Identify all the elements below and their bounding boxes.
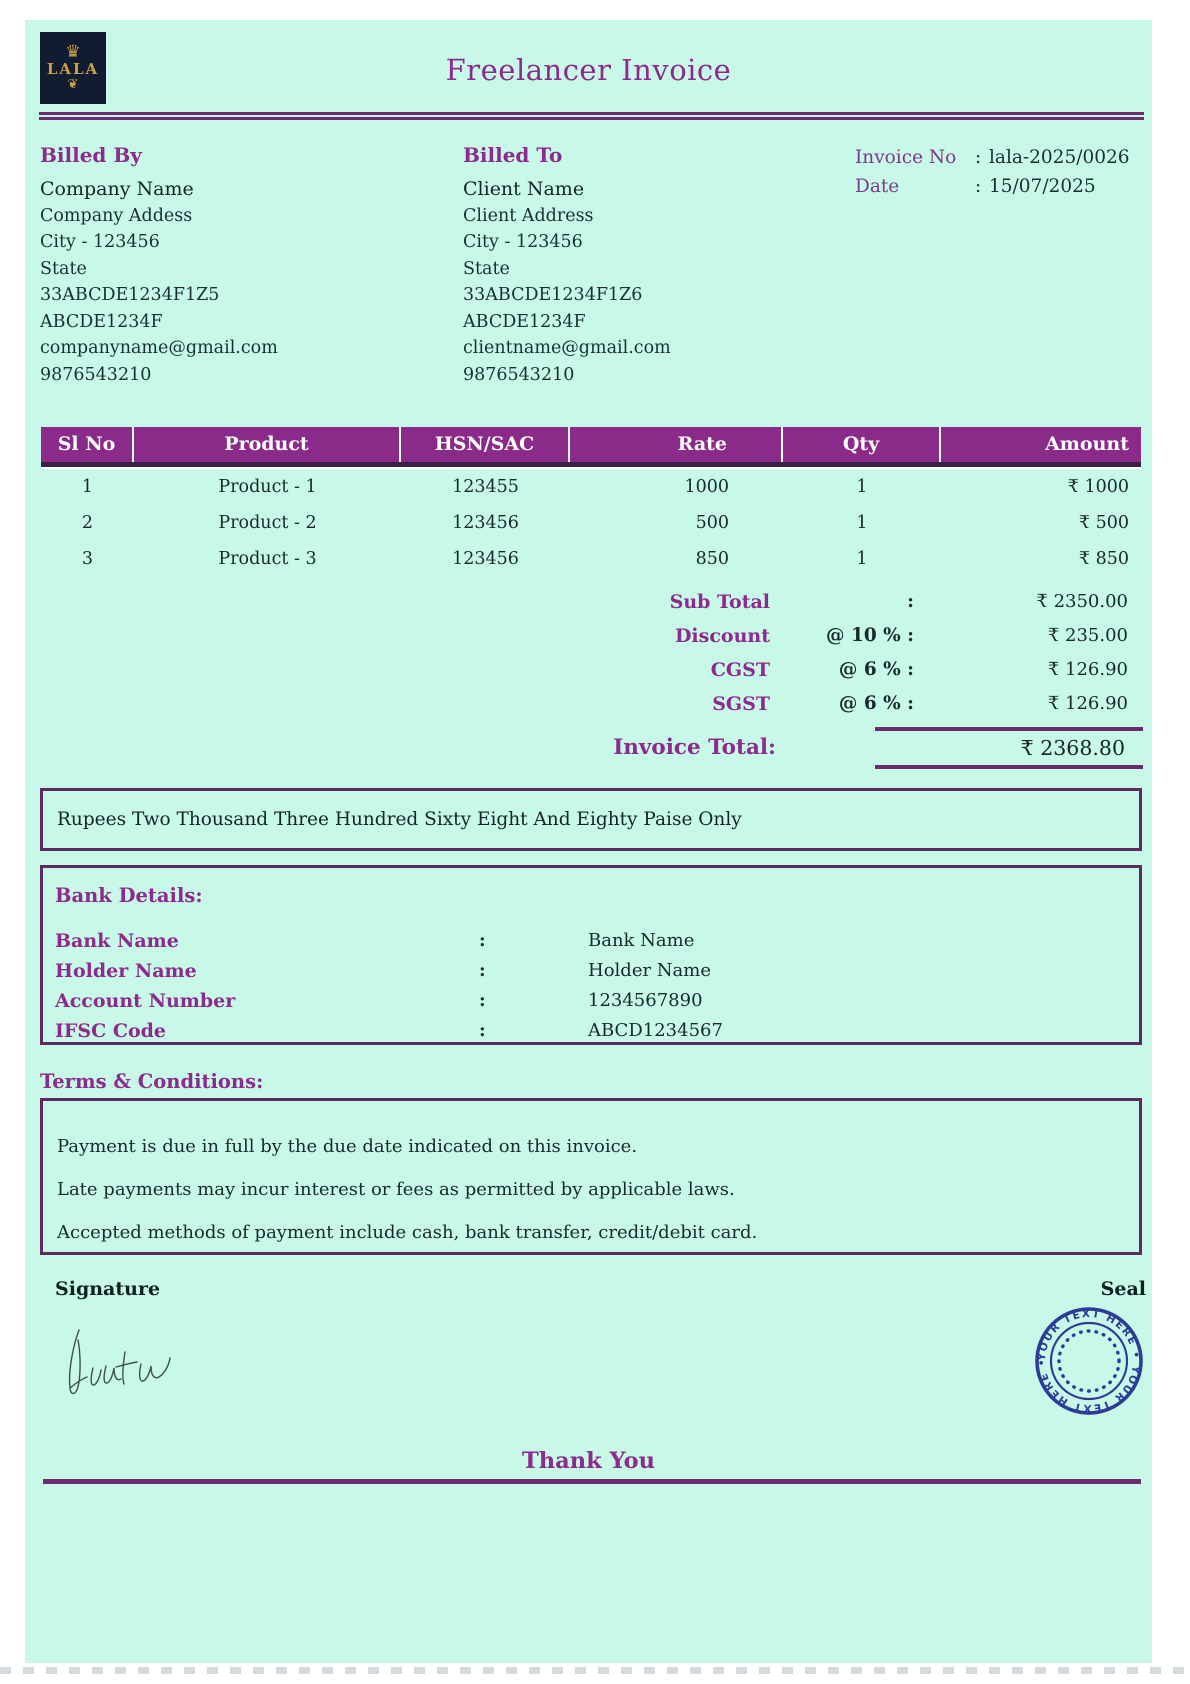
discount-rate: @ 10 % : [826, 625, 914, 646]
invoice-number-row [855, 143, 1146, 172]
cell-slno: 2 [81, 513, 94, 533]
date-value: 15/07/2025 [989, 176, 1096, 197]
page-cut-marks [0, 1667, 1190, 1674]
billed-by-gstin: 33ABCDE1234F1Z5 [40, 285, 220, 305]
totals-section [40, 585, 1142, 721]
billed-to-gstin: 33ABCDE1234F1Z6 [463, 285, 643, 305]
billed-to-client-name: Client Name [463, 178, 585, 200]
invoice-date-row [855, 172, 1146, 201]
column-header-rate: Rate [570, 427, 783, 462]
sgst-rate: @ 6 % : [838, 693, 914, 714]
cell-amount: ₹ 1000 [1067, 477, 1129, 497]
subtotal-amount: ₹ 2350.00 [1036, 591, 1128, 612]
crown-icon: ♛ [65, 42, 81, 62]
terms-line: Payment is due in full by the due date indicated on this invoice. [57, 1136, 638, 1157]
cgst-row [40, 653, 1142, 687]
billed-by-pan: ABCDE1234F [40, 311, 163, 332]
billed-to-address: Client Address [463, 205, 594, 226]
signature-image [57, 1320, 187, 1424]
cell-qty: 1 [856, 549, 868, 569]
account-number-value: 1234567890 [588, 990, 703, 1011]
billed-to-phone: 9876543210 [463, 364, 575, 385]
invoice-content-area [25, 20, 1152, 1663]
bank-details-box [40, 865, 1142, 1045]
holder-name-label: Holder Name [55, 960, 197, 982]
invoice-total-label: Invoice Total: [613, 735, 776, 760]
terms-box [40, 1098, 1142, 1255]
floral-ornament-icon: ❦ [67, 77, 79, 92]
ifsc-code-label: IFSC Code [55, 1020, 167, 1042]
subtotal-colon: : [907, 591, 914, 612]
holder-name-value: Holder Name [588, 960, 711, 981]
holder-name-row [55, 956, 1139, 986]
seal-stamp [1033, 1305, 1145, 1421]
invoice-no-value: lala-2025/0026 [989, 147, 1130, 168]
invoice-total-amount: ₹ 2368.80 [875, 727, 1143, 769]
cell-amount: ₹ 500 [1078, 513, 1129, 533]
billed-to-email: clientname@gmail.com [463, 338, 671, 358]
items-table [41, 427, 1141, 577]
thank-you-text: Thank You [522, 1448, 655, 1474]
discount-row [40, 619, 1142, 653]
billed-to-section [463, 143, 855, 388]
colon-separator: : [975, 176, 982, 197]
cell-slno: 3 [81, 549, 94, 569]
billed-to-city: City - 123456 [463, 232, 583, 252]
terms-line: Late payments may incur interest or fees as permitted by applicable laws. [57, 1179, 735, 1200]
terms-heading: Terms & Conditions: [40, 1070, 263, 1100]
table-header-row [41, 427, 1141, 467]
cgst-rate: @ 6 % : [838, 659, 914, 680]
signature-label: Signature [55, 1278, 161, 1300]
cell-hsn: 123455 [452, 477, 519, 497]
billed-by-city: City - 123456 [40, 232, 160, 252]
colon-separator: : [479, 960, 486, 981]
billed-to-heading: Billed To [463, 143, 563, 167]
cell-qty: 1 [856, 477, 868, 497]
sgst-row [40, 687, 1142, 721]
logo-text: LALA [46, 60, 100, 78]
cell-product: Product - 3 [218, 549, 317, 569]
bank-name-row [55, 926, 1139, 956]
column-header-qty: Qty [783, 427, 941, 462]
billed-by-phone: 9876543210 [40, 364, 152, 385]
cell-rate: 1000 [684, 477, 729, 497]
subtotal-label: Sub Total [669, 591, 770, 613]
column-header-slno: Sl No [41, 427, 134, 462]
footer-divider [43, 1479, 1141, 1484]
cell-hsn: 123456 [452, 549, 519, 569]
cell-slno: 1 [81, 477, 94, 497]
ifsc-code-row [55, 1016, 1139, 1046]
invoice-no-label: Invoice No [855, 147, 957, 168]
cell-rate: 850 [695, 549, 729, 569]
table-row [41, 541, 1141, 577]
column-header-hsn: HSN/SAC [401, 427, 570, 462]
sgst-label: SGST [712, 693, 770, 715]
account-number-row [55, 986, 1139, 1016]
bank-name-value: Bank Name [588, 930, 695, 951]
table-row [41, 505, 1141, 541]
cgst-amount: ₹ 126.90 [1047, 659, 1128, 680]
colon-separator: : [479, 990, 486, 1011]
seal-text: YOUR TEXT HERE • YOUR TEXT HERE • [1035, 1307, 1143, 1415]
bank-name-label: Bank Name [55, 930, 179, 952]
table-row [41, 469, 1141, 505]
billed-by-section [40, 143, 463, 388]
cell-amount: ₹ 850 [1078, 549, 1129, 569]
column-header-amount: Amount [1045, 433, 1129, 455]
billed-by-state: State [40, 258, 87, 279]
header-divider [39, 112, 1144, 120]
invoice-meta-section [855, 143, 1146, 388]
ifsc-code-value: ABCD1234567 [588, 1020, 723, 1041]
billed-by-company-name: Company Name [40, 178, 194, 200]
cell-product: Product - 2 [218, 513, 317, 533]
account-number-label: Account Number [55, 990, 236, 1012]
bank-details-heading: Bank Details: [55, 884, 203, 907]
colon-separator: : [479, 930, 486, 951]
cell-qty: 1 [856, 513, 868, 533]
discount-label: Discount [674, 625, 770, 647]
parties-section [40, 143, 1146, 388]
terms-line: Accepted methods of payment include cash, bank transfer, credit/debit card. [57, 1222, 758, 1243]
amount-in-words: Rupees Two Thousand Three Hundred Sixty Eight And Eighty Paise Only [40, 788, 1142, 851]
sgst-amount: ₹ 126.90 [1047, 693, 1128, 714]
cell-hsn: 123456 [452, 513, 519, 533]
billed-by-heading: Billed By [40, 143, 142, 167]
billed-by-email: companyname@gmail.com [40, 338, 278, 358]
billed-to-pan: ABCDE1234F [463, 311, 586, 332]
date-label: Date [855, 176, 900, 197]
billed-by-address: Company Addess [40, 205, 193, 226]
cell-rate: 500 [695, 513, 729, 533]
colon-separator: : [975, 147, 982, 168]
column-header-product: Product [134, 427, 401, 462]
subtotal-row [40, 585, 1142, 619]
cell-product: Product - 1 [218, 477, 317, 497]
discount-amount: ₹ 235.00 [1047, 625, 1128, 646]
page-title: Freelancer Invoice [445, 53, 732, 87]
cgst-label: CGST [710, 659, 770, 681]
seal-label: Seal [1100, 1278, 1146, 1300]
colon-separator: : [479, 1020, 486, 1041]
billed-to-state: State [463, 258, 510, 279]
